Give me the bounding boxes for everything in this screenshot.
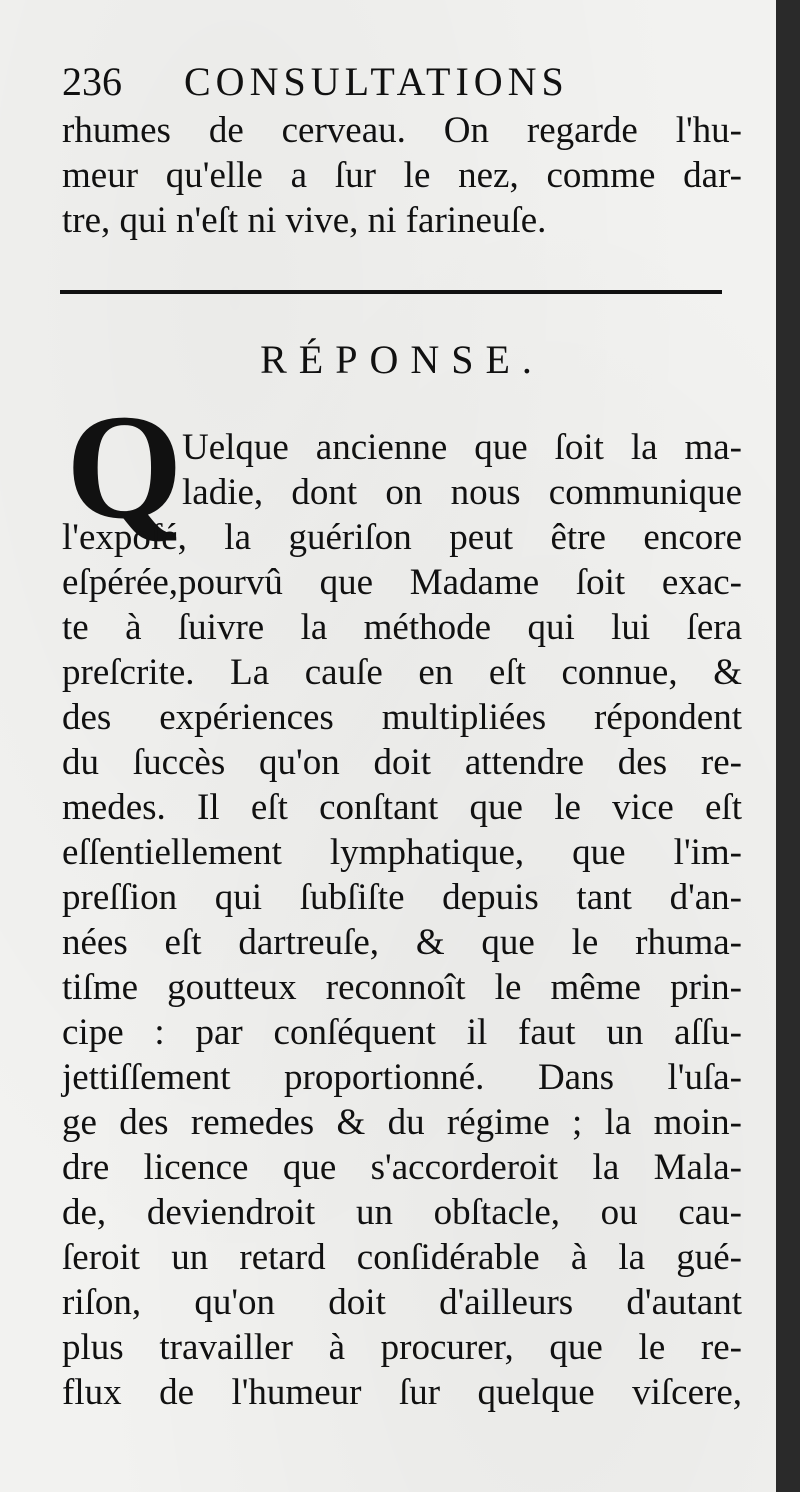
intro-paragraph: [62, 108, 742, 243]
body-line: l'expoſé, la guériſon peut être encore: [62, 517, 742, 558]
body-line: jettiſſement proportionné. Dans l'uſa-: [62, 1057, 742, 1098]
running-title: CONSULTATIONS: [184, 59, 569, 104]
response-paragraph: [62, 425, 742, 1415]
body-line: Uelque ancienne que ſoit la ma-: [182, 427, 742, 468]
body-line: de, deviendroit un obſtacle, ou cau-: [62, 1192, 742, 1233]
intro-line: tre, qui n'eſt ni vive, ni farineuſe.: [62, 200, 547, 241]
body-line: des expériences multipliées répondent: [62, 697, 742, 738]
adjacent-page-edge: [776, 0, 800, 1492]
body-line: tiſme goutteux reconnoît le même prin-: [62, 967, 742, 1008]
page-number: 236: [62, 59, 122, 104]
body-line: ladie, dont on nous communique: [182, 472, 742, 513]
body-line: riſon, qu'on doit d'ailleurs d'autant: [62, 1282, 742, 1323]
body-line: du ſuccès qu'on doit attendre des re-: [62, 742, 742, 783]
page-header: [62, 58, 742, 106]
body-line: dre licence que s'accorderoit la Mala-: [62, 1147, 742, 1188]
body-line: cipe : par conſéquent il faut un aſſu-: [62, 1012, 742, 1053]
body-line: plus travailler à procurer, que le re-: [62, 1327, 742, 1368]
drop-cap: Q: [66, 384, 183, 550]
body-line: nées eſt dartreuſe, & que le rhuma-: [62, 922, 742, 963]
body-line: medes. Il eſt conſtant que le vice eſt: [62, 787, 742, 828]
body-line: te à ſuivre la méthode qui lui ſera: [62, 607, 742, 648]
section-heading: RÉPONSE.: [260, 337, 544, 382]
body-line: eſſentiellement lymphatique, que l'im-: [62, 832, 742, 873]
body-line: eſpérée,pourvû que Madame ſoit exac-: [62, 562, 742, 603]
section-divider: [60, 290, 722, 294]
intro-line: meur qu'elle a ſur le nez, comme dar-: [62, 155, 742, 196]
body-line: preſcrite. La cauſe en eſt connue, &: [62, 652, 742, 693]
body-line: flux de l'humeur ſur quelque viſcere,: [62, 1372, 742, 1413]
body-line: ſeroit un retard conſidérable à la gué-: [62, 1237, 742, 1278]
intro-line: rhumes de cerveau. On regarde l'hu-: [62, 110, 742, 151]
body-line: preſſion qui ſubſiſte depuis tant d'an-: [62, 877, 742, 918]
body-line: ge des remedes & du régime ; la moin-: [62, 1102, 742, 1143]
